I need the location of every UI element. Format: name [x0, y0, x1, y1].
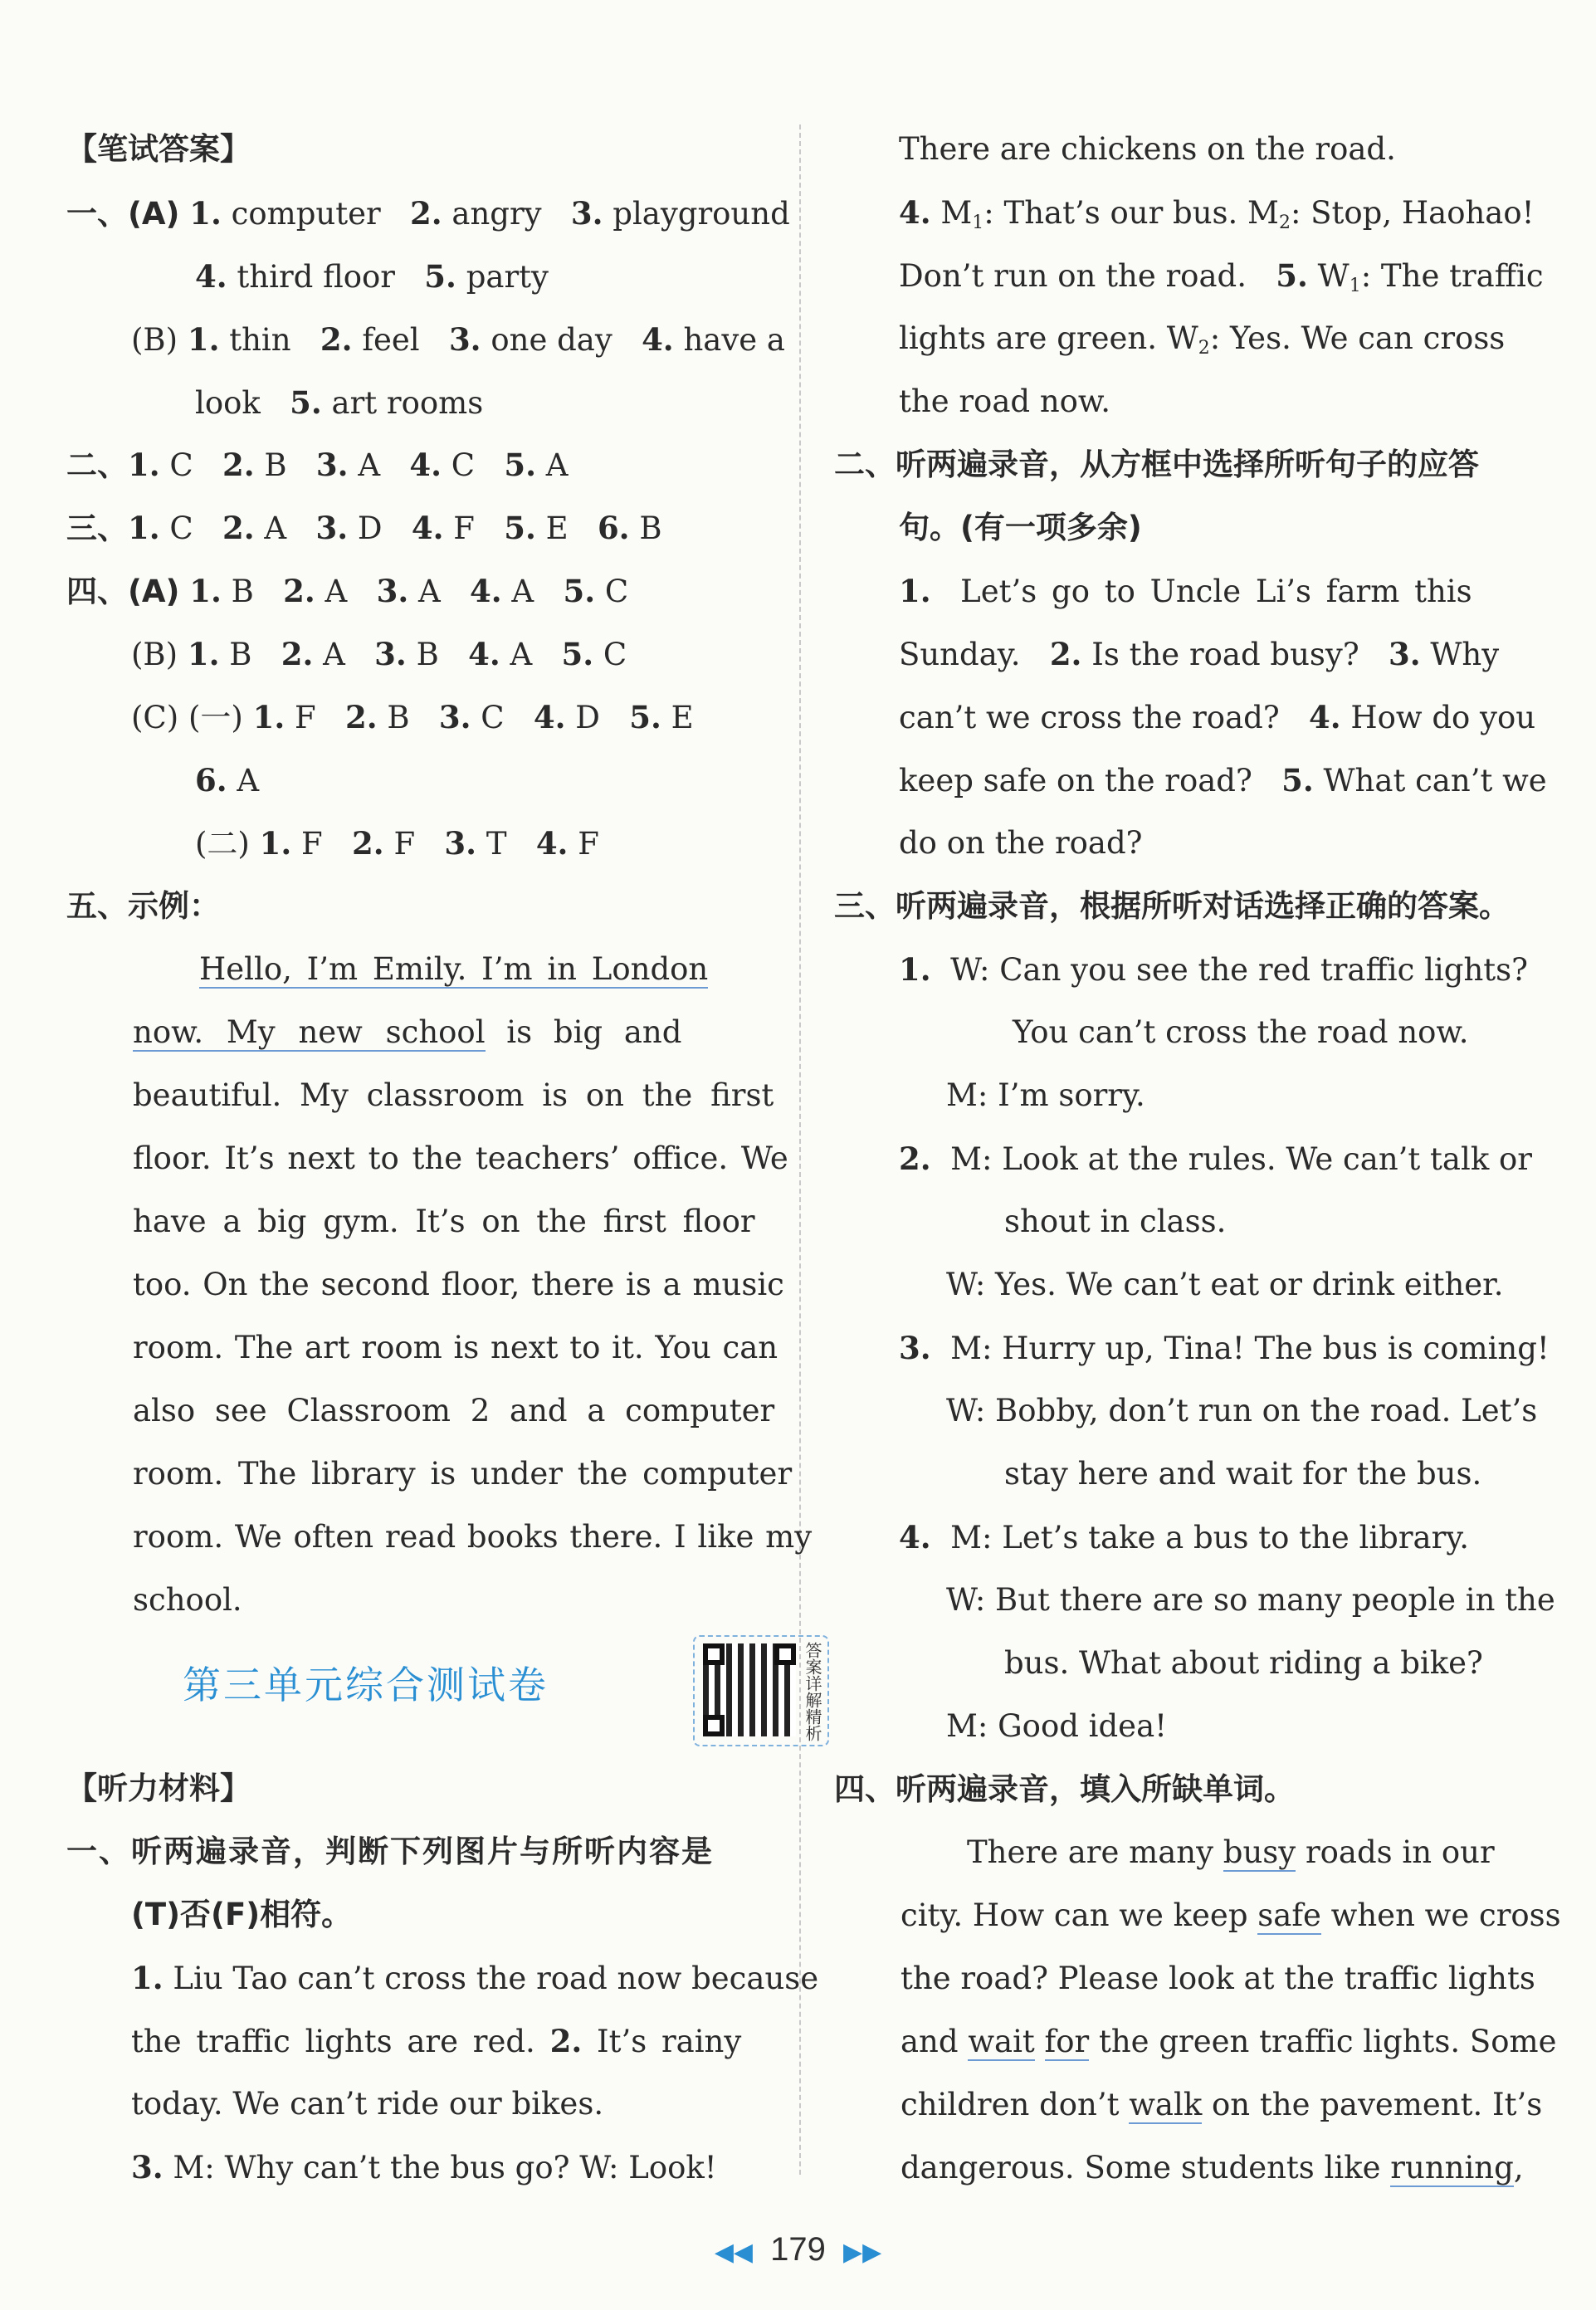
l1-cont-line: lights are green. $W_2$: Yes. We can cross — [899, 320, 1506, 359]
l3-line: M: Good idea! — [946, 1708, 1168, 1744]
essay-line: floor. It’s next to the teachers’ office. We — [133, 1140, 788, 1176]
next-page-icon[interactable]: ▶▶ — [843, 2239, 882, 2266]
essay-line: also see Classroom 2 and a computer — [133, 1393, 775, 1428]
blank-answer: running — [1390, 2150, 1514, 2185]
essay-line: school. — [133, 1582, 242, 1618]
essay-line: have a big gym. It’s on the first floor — [133, 1204, 755, 1239]
l3-line: You can’t cross the road now. — [1013, 1014, 1469, 1050]
l2-line: do on the road? — [899, 825, 1143, 861]
prev-page-icon[interactable]: ◀◀ — [714, 2239, 753, 2266]
l1-line: 1. Liu Tao can’t cross the road now because — [131, 1960, 819, 1996]
l1-cont-line: 4. $M_1$: That’s our bus. $M_2$: Stop, Haohao! — [899, 194, 1535, 233]
essay-line: too. On the second floor, there is a music — [133, 1267, 784, 1302]
l4-line: There are many busy roads in our — [967, 1834, 1495, 1870]
s4-c-line1: (C) (一) 1. F 2. B 3. C 4. D 5. E — [131, 699, 694, 735]
blank-answer: wait — [968, 2024, 1035, 2059]
l1-line: the traffic lights are red. 2. It’s rainy — [131, 2023, 742, 2059]
qr-finder — [703, 1643, 725, 1665]
l4-line: children don’t walk on the pavement. It’s — [900, 2087, 1543, 2122]
l4-line: and wait for the green traffic lights. Some — [900, 2024, 1557, 2059]
essay-line: beautiful. My classroom is on the first — [133, 1077, 774, 1113]
l1-line: today. We can’t ride our bikes. — [131, 2086, 604, 2122]
l3-line: stay here and wait for the bus. — [1004, 1456, 1482, 1492]
l1-instruction: (T)否(F)相符。 — [131, 1897, 353, 1932]
qr-code[interactable] — [693, 1635, 829, 1746]
l4-line: city. How can we keep safe when we cross — [900, 1897, 1561, 1933]
s4-c-line2: 6. A — [195, 762, 260, 798]
l1-line: 3. M: Why can’t the bus go? W: Look! — [131, 2149, 717, 2185]
qr-label: 答案详解精析 — [803, 1642, 822, 1741]
l3-line: M: I’m sorry. — [946, 1077, 1145, 1113]
l3-instruction: 三、听两遍录音，根据所听对话选择正确的答案。 — [834, 888, 1510, 924]
l3-line: 4. M: Let’s take a bus to the library. — [899, 1519, 1470, 1555]
l3-line: 3. M: Hurry up, Tina! The bus is coming! — [899, 1330, 1550, 1366]
essay-line: room. We often read books there. I like my — [133, 1519, 813, 1555]
s2-line: 二、1. C 2. B 3. A 4. C 5. A — [66, 447, 569, 483]
s4-c2-line: (二) 1. F 2. F 3. T 4. F — [195, 825, 599, 862]
essay-line: now. My new school is big and — [133, 1014, 682, 1050]
l3-line: W: Yes. We can’t eat or drink either. — [946, 1267, 1504, 1302]
l4-instruction: 四、听两遍录音，填入所缺单词。 — [834, 1771, 1295, 1807]
listening-header: 【听力材料】 — [66, 1770, 251, 1806]
blank-answer: for — [1044, 2024, 1090, 2059]
qr-finder — [703, 1715, 725, 1736]
l3-line: 1. W: Can you see the red traffic lights? — [899, 951, 1528, 988]
l2-line: Sunday. 2. Is the road busy? 3. Why — [899, 636, 1500, 672]
l4-line: dangerous. Some students like running, — [900, 2150, 1524, 2185]
l2-instruction: 句。(有一项多余) — [899, 510, 1142, 545]
qr-finder — [774, 1643, 796, 1665]
essay-line: room. The library is under the computer — [133, 1456, 793, 1492]
l1-instruction: 一、听两遍录音，判断下列图片与所听内容是 — [66, 1834, 714, 1869]
unit-title: 第三单元综合测试卷 — [183, 1663, 549, 1707]
s5-label: 五、示例： — [66, 888, 220, 924]
essay-line: Hello, I’m Emily. I’m in London — [199, 951, 709, 987]
page-footer — [0, 2231, 1596, 2268]
l3-line: W: Bobby, don’t run on the road. Let’s — [946, 1393, 1538, 1428]
s4-a-line: 四、(A) 1. B 2. A 3. A 4. A 5. C — [66, 573, 629, 609]
answers-header: 【笔试答案】 — [66, 131, 251, 167]
l1-cont-line: Don’t run on the road. 5. $W_1$: The traffic — [899, 257, 1544, 296]
s1-b-line1: (B) 1. thin 2. feel 3. one day 4. have a — [131, 321, 785, 358]
l2-line: keep safe on the road? 5. What can’t we — [899, 762, 1547, 798]
l1-cont-line: There are chickens on the road. — [899, 131, 1396, 167]
blank-answer: safe — [1257, 1897, 1321, 1933]
blank-answer: walk — [1129, 2087, 1203, 2122]
l4-line: the road? Please look at the traffic lights — [900, 1961, 1535, 1996]
s3-line: 三、1. C 2. A 3. D 4. F 5. E 6. B — [66, 510, 662, 546]
l3-line: bus. What about riding a bike? — [1004, 1645, 1483, 1681]
blank-answer: busy — [1223, 1834, 1296, 1870]
essay-line: room. The art room is next to it. You can — [133, 1330, 778, 1365]
s1-a-line2: 4. third floor 5. party — [195, 258, 549, 295]
l3-line: W: But there are so many people in the — [946, 1582, 1555, 1618]
l1-cont-line: the road now. — [899, 383, 1110, 419]
s4-b-line: (B) 1. B 2. A 3. B 4. A 5. C — [131, 636, 627, 672]
column-divider — [799, 125, 801, 2175]
l2-line: can’t we cross the road? 4. How do you — [899, 699, 1536, 735]
s1-b-line2: look 5. art rooms — [195, 384, 484, 421]
l3-line: 2. M: Look at the rules. We can’t talk or — [899, 1140, 1532, 1177]
page-number: 179 — [770, 2231, 826, 2268]
s1-a-line1: 一、(A) 1. computer 2. angry 3. playground — [66, 195, 790, 232]
l2-instruction: 二、听两遍录音，从方框中选择所听句子的应答 — [834, 447, 1479, 482]
l3-line: shout in class. — [1004, 1204, 1227, 1239]
l2-line: 1. Let’s go to Uncle Li’s farm this — [899, 573, 1472, 609]
